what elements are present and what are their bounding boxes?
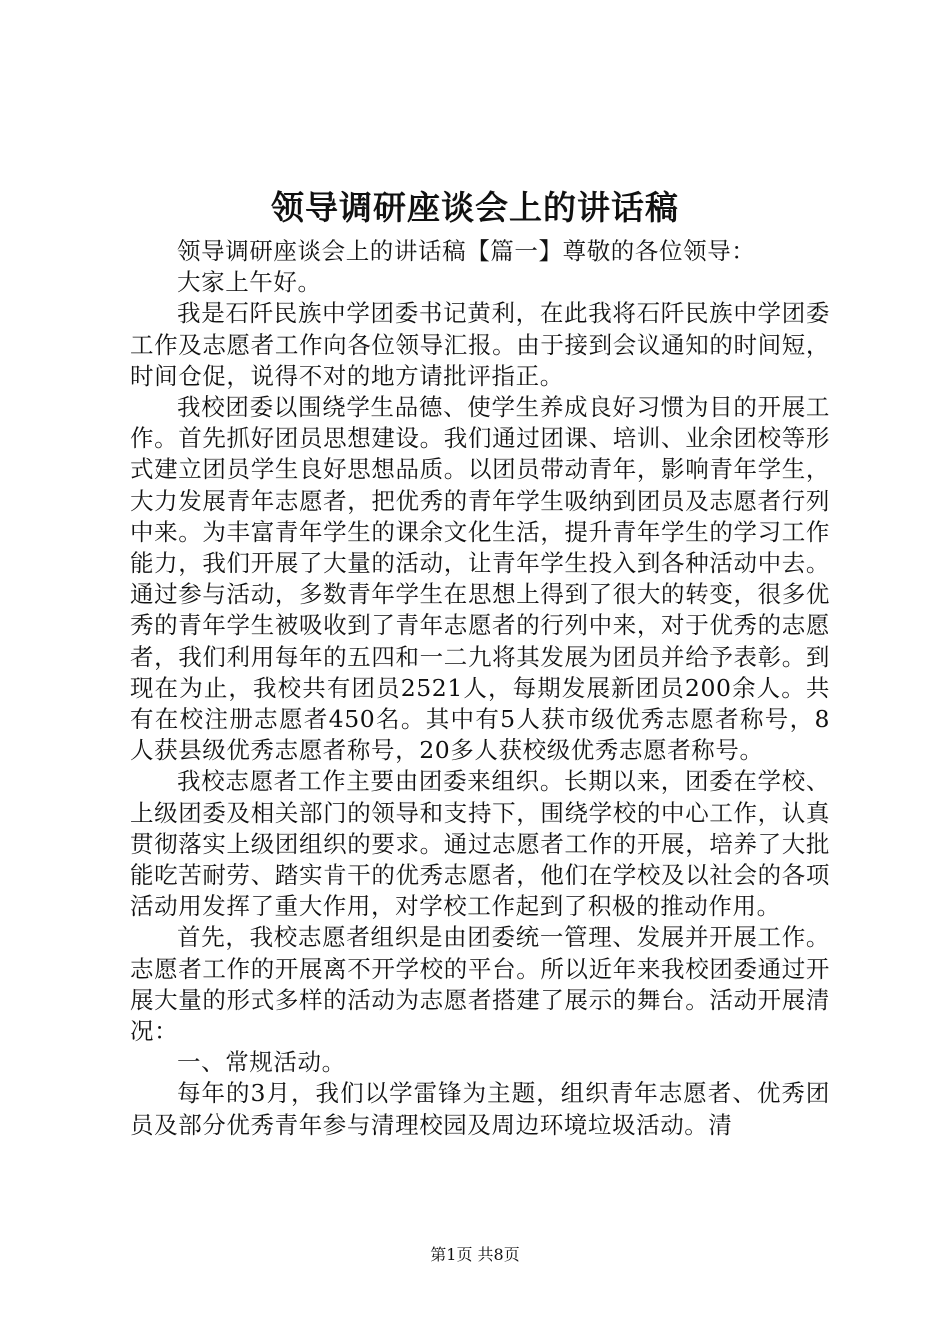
document-title: 领导调研座谈会上的讲话稿 [271, 188, 679, 227]
paragraph: 领导调研座谈会上的讲话稿【篇一】尊敬的各位领导： [177, 237, 756, 265]
page-footer: 第1页 共8页 [430, 1245, 520, 1264]
paragraph: 一、常规活动。 [177, 1048, 346, 1077]
document-body [130, 236, 830, 1141]
paragraph: 大家上午好。 [177, 268, 322, 297]
paragraph: 我校志愿者工作主要由团委来组织。长期以来，团委在学校、上级团委及相关部门的领导和支持下，围绕学校的中心工作，认真贯彻落实上级团组织的要求。通过志愿者工作的开展，培养了大批能吃苦耐劳、踏实肯干的优秀志愿者，他们在学校及以社会的各项活动用发挥了重大作用，对学校工作起到了积极的推动作用。 [130, 767, 830, 921]
paragraph: 我校团委以围绕学生品德、使学生养成良好习惯为目的开展工作。首先抓好团员思想建设。我们通过团课、培训、业余团校等形式建立团员学生良好思想品质。以团员带动青年，影响青年学生，大力发展青年志愿者，把优秀的青年学生吸纳到团员及志愿者行列中来。为丰富青年学生的课余文化生活，提升青年学生的学习工作能力，我们开展了大量的活动，让青年学生投入到各种活动中去。通过参与活动，多数青年学生在思想上得到了很大的转变，很多优秀的青年学生被吸收到了青年志愿者的行列中来，对于优秀的志愿者，我们利用每年的五四和一二九将其发展为团员并给予表彰。到现在为止，我校共有团员2521人，每期发展新团员200余人。共有在校注册志愿者450名。其中有5人获市级优秀志愿者称号，8人获县级优秀志愿者称号，20多人获校级优秀志愿者称号。 [130, 393, 830, 765]
paragraph: 首先，我校志愿者组织是由团委统一管理、发展并开展工作。志愿者工作的开展离不开学校的平台。所以近年来我校团委通过开展大量的形式多样的活动为志愿者搭建了展示的舞台。活动开展清况： [130, 923, 830, 1046]
paragraph: 我是石阡民族中学团委书记黄利，在此我将石阡民族中学团委工作及志愿者工作向各位领导汇报。由于接到会议通知的时间短，时间仓促，说得不对的地方请批评指正。 [130, 299, 830, 390]
paragraph: 每年的3月，我们以学雷锋为主题，组织青年志愿者、优秀团员及部分优秀青年参与清理校园及周边环境垃圾活动。清 [130, 1079, 830, 1139]
